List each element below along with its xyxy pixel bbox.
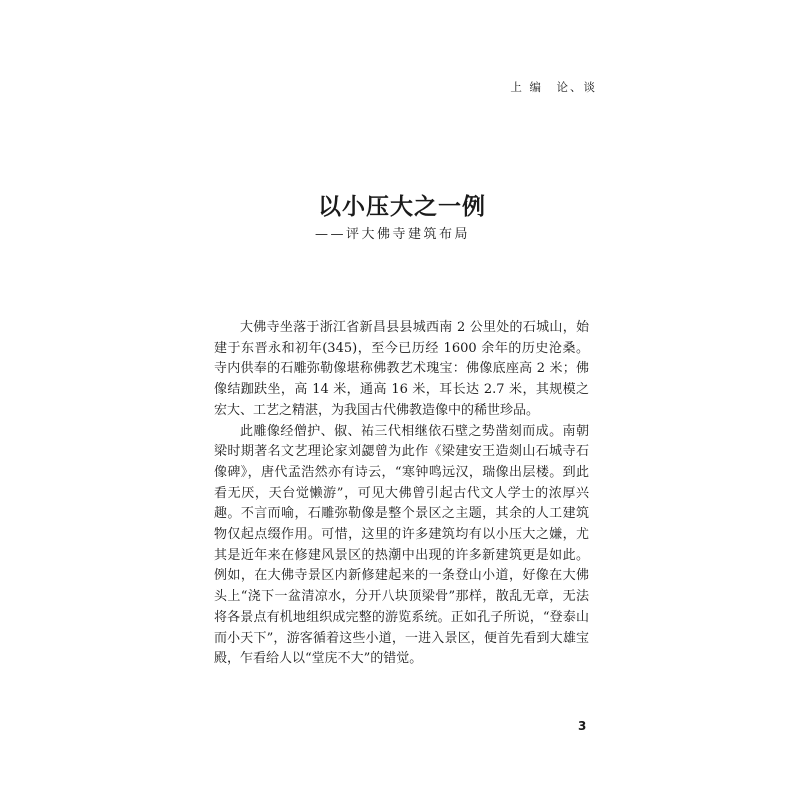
running-head: 上 编 论、谈 <box>510 80 597 94</box>
article-title: 以小压大之一例 <box>318 194 486 220</box>
body-paragraph-2: 此雕像经僧护、俶、祐三代相继依石壁之势凿刻而成。南朝梁时期著名文艺理论家刘勰曾为此作《梁建安王造剡山石城寺石像碑》，唐代孟浩然亦有诗云，“寒钟鸣远汉，瑞像出层楼。到此看无厌，天台觉懒游”，可见大佛曾引起古代文人学士的浓厚兴趣。不言而喻，石雕弥勒像是整个景区之主题，其余的人工建筑物仅起点缀作用。可惜，这里的许多建筑均有以小压大之嫌，尤其是近年来在修建风景区的热潮中出现的许多新建筑更是如此。例如，在大佛寺景区内新修建起来的一条登山小道，好像在大佛头上“浇下一盆清凉水，分开八块顶梁骨”那样，散乱无章，无法将各景点有机地组织成完整的游览系统。正如孔子所说，“登泰山而小天下”，游客循着这些小道，一进入景区，便首先看到大雄宝殿，乍看给人以“堂庑不大”的错觉。 <box>214 423 589 667</box>
page-number: 3 <box>578 719 587 733</box>
body-paragraph-1: 大佛寺坐落于浙江省新昌县县城西南 2 公里处的石城山，始建于东晋永和初年(345)，至今已历经 1600 余年的历史沧桑。寺内供奉的石雕弥勒像堪称佛教艺术瑰宝：佛像底座高 2 米；佛像结跏趺坐，高 14 米，通高 16 米，耳长达 2.7 米，其规模之宏大、工艺之精湛，为我国古代佛教造像中的稀世珍品。 <box>214 320 589 418</box>
article-subtitle: ——评大佛寺建筑布局 <box>315 227 471 242</box>
article-body <box>214 318 589 670</box>
